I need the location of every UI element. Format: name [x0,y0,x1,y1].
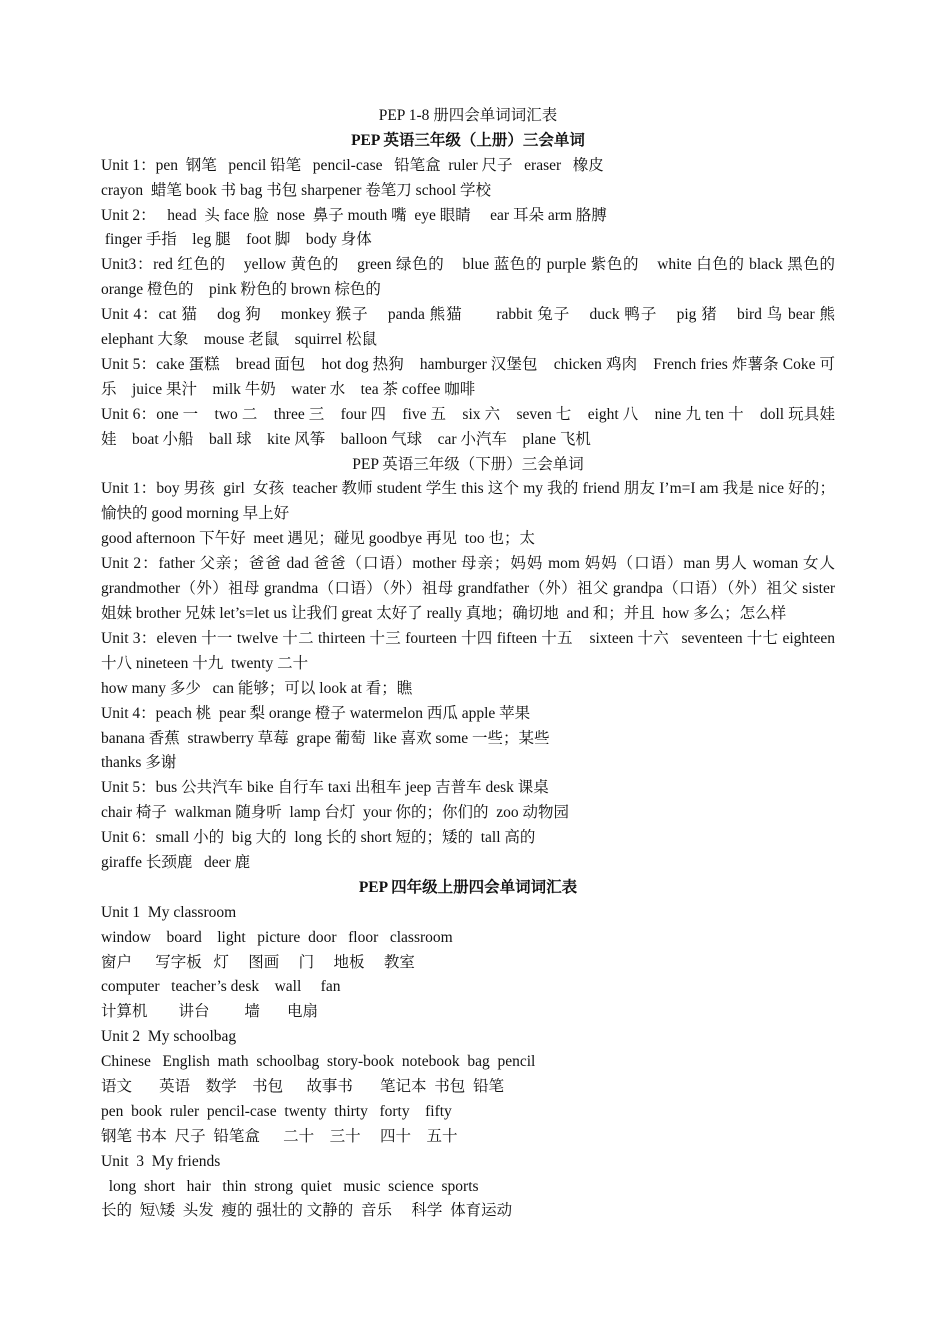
unit1-line2: crayon 蜡笔 book 书 bag 书包 sharpener 卷笔刀 school 学校 [101,181,492,199]
s2-unit5-line1: Unit 5：bus 公共汽车 bike 自行车 taxi 出租车 jeep 吉普车 desk 课桌 [101,779,549,797]
s2-unit1-paragraph: Unit 1：boy 男孩 girl 女孩 teacher 教师 student 学生 this 这个 my 我的 friend 朋友 I’m=I am 我是 nice 好的；愉快的 good morning 早上好 [101,480,835,523]
unit2-line1: Unit 2： head 头 face 脸 nose 鼻子 mouth 嘴 eye 眼睛 ear 耳朵 arm 胳膊 [101,206,607,224]
s2-unit6-line1: Unit 6：small 小的 big 大的 long 长的 short 短的；矮的 tall 高的 [101,829,536,847]
unit4-paragraph: Unit 4：cat 猫 dog 狗 monkey 猴子 panda 熊猫 rabbit 兔子 duck 鸭子 pig 猪 bird 鸟 bear 熊 elephant 大象 mouse 老鼠 squirrel 松鼠 [101,306,851,349]
s3-unit1-english-1: window board light picture door floor classroom [101,928,453,946]
unit5-paragraph: Unit 5：cake 蛋糕 bread 面包 hot dog 热狗 hamburger 汉堡包 chicken 鸡肉 French fries 炸薯条 Coke 可乐 juice 果汁 milk 牛奶 water 水 tea 茶 coffee 咖啡 [101,355,835,398]
section-heading-grade4-vol1: PEP 四年级上册四会单词词汇表 [358,878,578,896]
s2-unit6-line2: giraffe 长颈鹿 deer 鹿 [101,853,251,871]
s3-unit1-chinese-2: 计算机 讲台 墙 电扇 [101,1003,319,1021]
s3-unit2-chinese-1: 语文 英语 数学 书包 故事书 笔记本 书包 铅笔 [101,1077,505,1095]
s3-unit2-english-1: Chinese English math schoolbag story-book notebook bag pencil [101,1053,536,1071]
s2-unit1-continuation: good afternoon 下午好 meet 遇见；碰见 goodbye 再见 too 也；太 [101,530,535,548]
s2-unit4-line1: Unit 4：peach 桃 pear 梨 orange 橙子 watermelon 西瓜 apple 苹果 [101,704,531,722]
s3-unit2-english-2: pen book ruler pencil-case twenty thirty forty fifty [101,1102,452,1120]
s2-unit5-line2: chair 椅子 walkman 随身听 lamp 台灯 your 你的；你们的 zoo 动物园 [101,804,569,822]
s2-unit3-paragraph: Unit 3：eleven 十一 twelve 十二 thirteen 十三 fourteen 十四 fifteen 十五 sixteen 十六 seventeen 十七 eighteen 十八 nineteen 十九 twenty 二十 [101,629,839,672]
s3-unit3-english-1: long short hair thin strong quiet music science sports [101,1177,479,1195]
unit1-line1: Unit 1：pen 钢笔 pencil 铅笔 pencil-case 铅笔盒 ruler 尺子 eraser 橡皮 [101,156,604,174]
s3-unit2-title: Unit 2 My schoolbag [101,1028,237,1046]
s3-unit2-chinese-2: 钢笔 书本 尺子 铅笔盒 二十 三十 四十 五十 [101,1127,458,1145]
s2-unit4-line3: thanks 多谢 [101,754,177,772]
document-page [101,104,851,1224]
s2-unit2-paragraph: Unit 2：father 父亲；爸爸 dad 爸爸（口语）mother 母亲；妈妈 mom 妈妈（口语）man 男人 woman 女人 grandmother（外）祖母 grandma（口语）（外）祖母 grandfather（外）祖父 grandpa（口语）（外）祖父 sister 姐妹 brother 兄妹 let’s=let us 让我们 great 太好了 really 真地；确切地 and 和；并且 how 多么；怎么样 [101,555,839,622]
unit2-line2: finger 手指 leg 腿 foot 脚 body 身体 [101,231,372,249]
s3-unit3-title: Unit 3 My friends [101,1152,221,1170]
s3-unit3-chinese-1: 长的 短\矮 头发 瘦的 强壮的 文静的 音乐 科学 体育运动 [101,1202,513,1220]
section-heading-grade3-vol2: PEP 英语三年级（下册）三会单词 [352,455,584,473]
unit6-paragraph: Unit 6：one 一 two 二 three 三 four 四 five 五 six 六 seven 七 eight 八 nine 九 ten 十 doll 玩具娃娃 boat 小船 ball 球 kite 风筝 balloon 气球 car 小汽车 plane 飞机 [101,405,835,448]
document-title: PEP 1-8 册四会单词词汇表 [378,107,558,124]
unit3-paragraph: Unit3：red 红色的 yellow 黄色的 green 绿色的 blue 蓝色的 purple 紫色的 white 白色的 black 黑色的 orange 橙色的 pink 粉色的 brown 棕色的 [101,256,851,299]
s3-unit1-title: Unit 1 My classroom [101,903,237,921]
s2-unit3-continuation: how many 多少 can 能够；可以 look at 看；瞧 [101,679,413,697]
s2-unit4-line2: banana 香蕉 strawberry 草莓 grape 葡萄 like 喜欢 some 一些；某些 [101,729,550,747]
s3-unit1-english-2: computer teacher’s desk wall fan [101,978,341,996]
s3-unit1-chinese-1: 窗户 写字板 灯 图画 门 地板 教室 [101,953,415,971]
section-heading-grade3-vol1: PEP 英语三年级（上册）三会单词 [351,131,585,149]
